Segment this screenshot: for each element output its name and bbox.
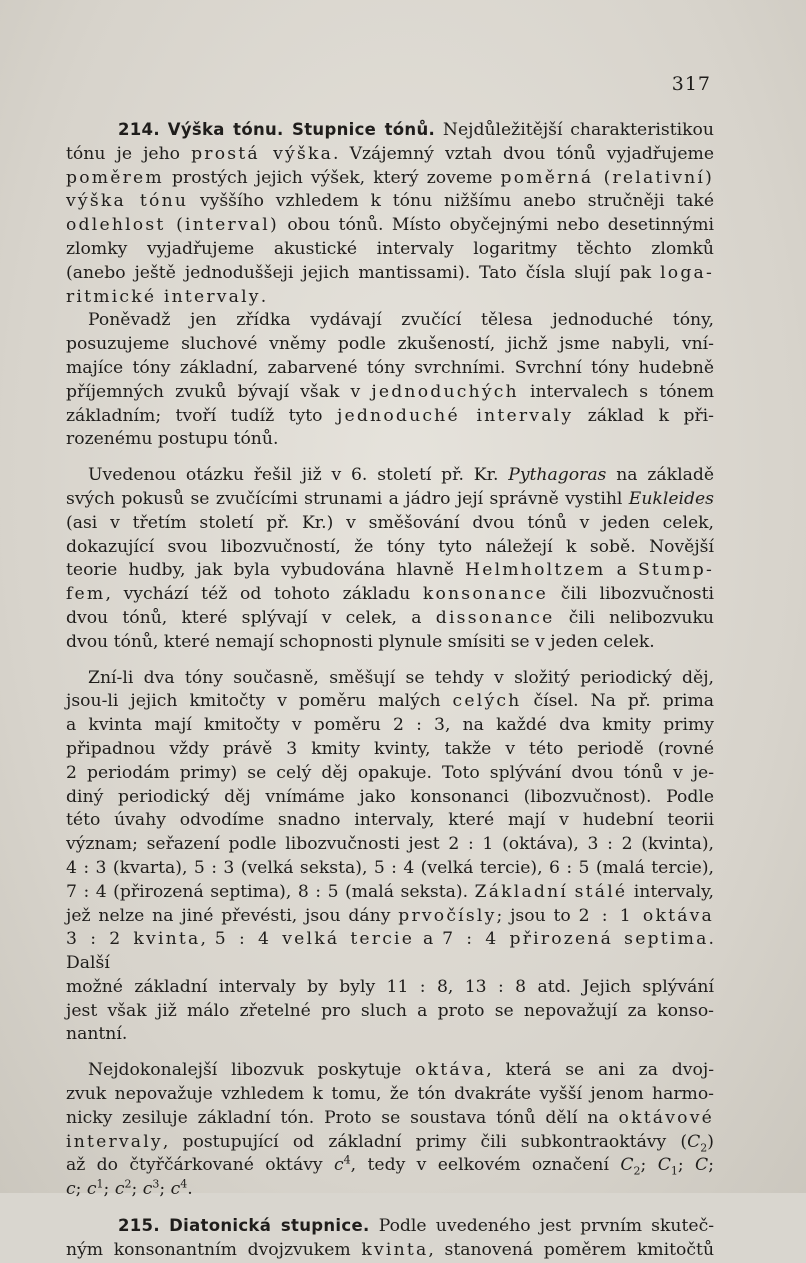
text-line: 3 : 2 kvinta, 5 : 4 velká tercie a 7 : 4 přirozená septima. Další bbox=[66, 929, 714, 974]
text-line: zlomky vyjadřujeme akustické intervaly logaritmy těchto zlomků bbox=[66, 238, 714, 259]
text-line: Zní-li dva tóny současně, směšují se tehdy v složitý periodický děj, bbox=[88, 667, 714, 688]
text-line: této úvahy odvodíme snadno intervaly, které mají v hudební teorii bbox=[66, 810, 714, 831]
text-line: Poněvadž jen zřídka vydávají zvučící tělesa jednoduché tóny, bbox=[88, 310, 714, 331]
text-line: dvou tónů, které splývají v celek, a dissonance čili nelibozvuku bbox=[66, 607, 714, 628]
section-215-title: Diatonická stupnice. bbox=[169, 1216, 370, 1236]
text-line: tónu je jeho prostá výška. Vzájemný vztah dvou tónů vyjadřujeme bbox=[66, 143, 715, 164]
section-215-paragraph-1: 215. Diatonická stupnice. Podle uvedeného jest prvním skuteč- bbox=[118, 1216, 714, 1237]
text-line: rozenému postupu tónů. bbox=[66, 429, 279, 450]
text-line: 2 periodám primy) se celý děj opakuje. Toto splývání dvou tónů v je- bbox=[66, 762, 714, 783]
text-line: 7 : 4 (přirozená septima), 8 : 5 (malá seksta). Základní stálé intervaly, bbox=[66, 881, 714, 902]
section-214-paragraph-1: 214. Výška tónu. Stupnice tónů. Nejdůležitější charakteristikou bbox=[118, 120, 714, 140]
text-line: výška tónu vyššího vzhledem k tónu nižšímu anebo stručněji také bbox=[66, 191, 715, 212]
text-line: jest však již málo zřetelné pro sluch a proto se nepovažují za konso- bbox=[66, 1000, 714, 1021]
text-line: diný periodický děj vnímáme jako konsonanci (libozvučnost). Podle bbox=[66, 786, 714, 807]
text-line: dvou tónů, které nemají schopnosti plynule smísiti se v jeden celek. bbox=[66, 631, 655, 652]
text-line: nantní. bbox=[66, 1024, 128, 1045]
text-line: svých pokusů se zvučícími strunami a jádro její správně vystihl Eukleides bbox=[66, 488, 714, 509]
text-line: odlehlost (interval) obou tónů. Místo obyčejnými nebo desetinnými bbox=[66, 215, 714, 236]
text-line: intervaly, postupující od základní primy čili subkontraoktávy $(C_2)$ bbox=[66, 1131, 714, 1155]
text-line: a kvinta mají kmitočty v poměru 2 : 3, na každé dva kmity primy bbox=[66, 715, 714, 736]
text-line: posuzujeme sluchové vněmy podle zkušeností, jichž jsme nabyli, vní- bbox=[66, 334, 714, 355]
page-number: 317 bbox=[671, 73, 711, 95]
text-line: 4 : 3 (kvarta), 5 : 3 (velká seksta), 5 : 4 (velká tercie), 6 : 5 (malá tercie), bbox=[66, 857, 714, 878]
text-line: majíce tóny základní, zabarvené tóny svrchními. Svrchní tóny hudebně bbox=[66, 357, 714, 378]
text-line: připadnou vždy právě 3 kmity kvinty, takže v této periodě (rovné bbox=[66, 738, 714, 759]
text-line: dokazující svou libozvučností, že tóny tyto náležejí k sobě. Novější bbox=[66, 536, 714, 557]
page-text bbox=[66, 118, 714, 1263]
text-line: (asi v třetím století př. Kr.) v směšování dvou tónů v jeden celek, bbox=[66, 512, 714, 533]
text-line: význam; seřazení podle libozvučnosti jest 2 : 1 (oktáva), 3 : 2 (kvinta), bbox=[66, 834, 714, 855]
text-line: teorie hudby, jak byla vybudována hlavně Helmholtzem a Stump- bbox=[66, 560, 714, 581]
text-line: příjemných zvuků bývají však v jednoduchých intervalech s tónem bbox=[66, 381, 714, 402]
text-line: možné základní intervaly by byly 11 : 8, 13 : 8 atd. Jejich splývání bbox=[66, 976, 714, 997]
text-line: ným konsonantním dvojzvukem kvinta, stanovená poměrem kmitočtů bbox=[66, 1239, 715, 1260]
text-line: základním; tvoří tudíž tyto jednoduché intervaly základ k při- bbox=[66, 405, 714, 426]
text-line: ritmické intervaly. bbox=[66, 286, 267, 307]
text-line: nicky zesiluje základní tón. Proto se soustava tónů dělí na oktávové bbox=[66, 1107, 714, 1128]
section-214-number: 214. bbox=[118, 120, 160, 139]
text-line: Uvedenou otázku řešil již v 6. století př. Kr. Pythagoras na základě bbox=[88, 465, 714, 486]
text-line: c; $c^1$; $c^2$; $c^3$; $c^4$. bbox=[66, 1177, 193, 1200]
text-line: až do čtyřčárkované oktávy $c^4$, tedy v eelkovém označení $C_2$; $C_1$; C; bbox=[66, 1153, 714, 1178]
text-line: poměrem prostých jejich výšek, který zoveme poměrná (relativní) bbox=[66, 167, 714, 188]
text-line: jež nelze na jiné převésti, jsou dány prvočísly; jsou to 2 : 1 oktáva bbox=[66, 905, 714, 926]
text-line: fem, vychází též od tohoto základu konsonance čili libozvučnosti bbox=[66, 584, 714, 605]
section-215-number: 215. bbox=[118, 1216, 160, 1236]
text-line: (anebo ještě jednoduššeji jejich mantissami). Tato čísla slují pak loga- bbox=[66, 262, 714, 283]
text-line: zvuk nepovažuje vzhledem k tomu, že tón dvakráte vyšší jenom harmo- bbox=[66, 1084, 714, 1105]
text-line: jsou-li jejich kmitočty v poměru malých celých čísel. Na př. prima bbox=[66, 691, 714, 712]
text-line: Nejdokonalejší libozvuk poskytuje oktáva, která se ani za dvoj- bbox=[88, 1060, 714, 1081]
section-214-title: Výška tónu. Stupnice tónů. bbox=[167, 120, 436, 139]
